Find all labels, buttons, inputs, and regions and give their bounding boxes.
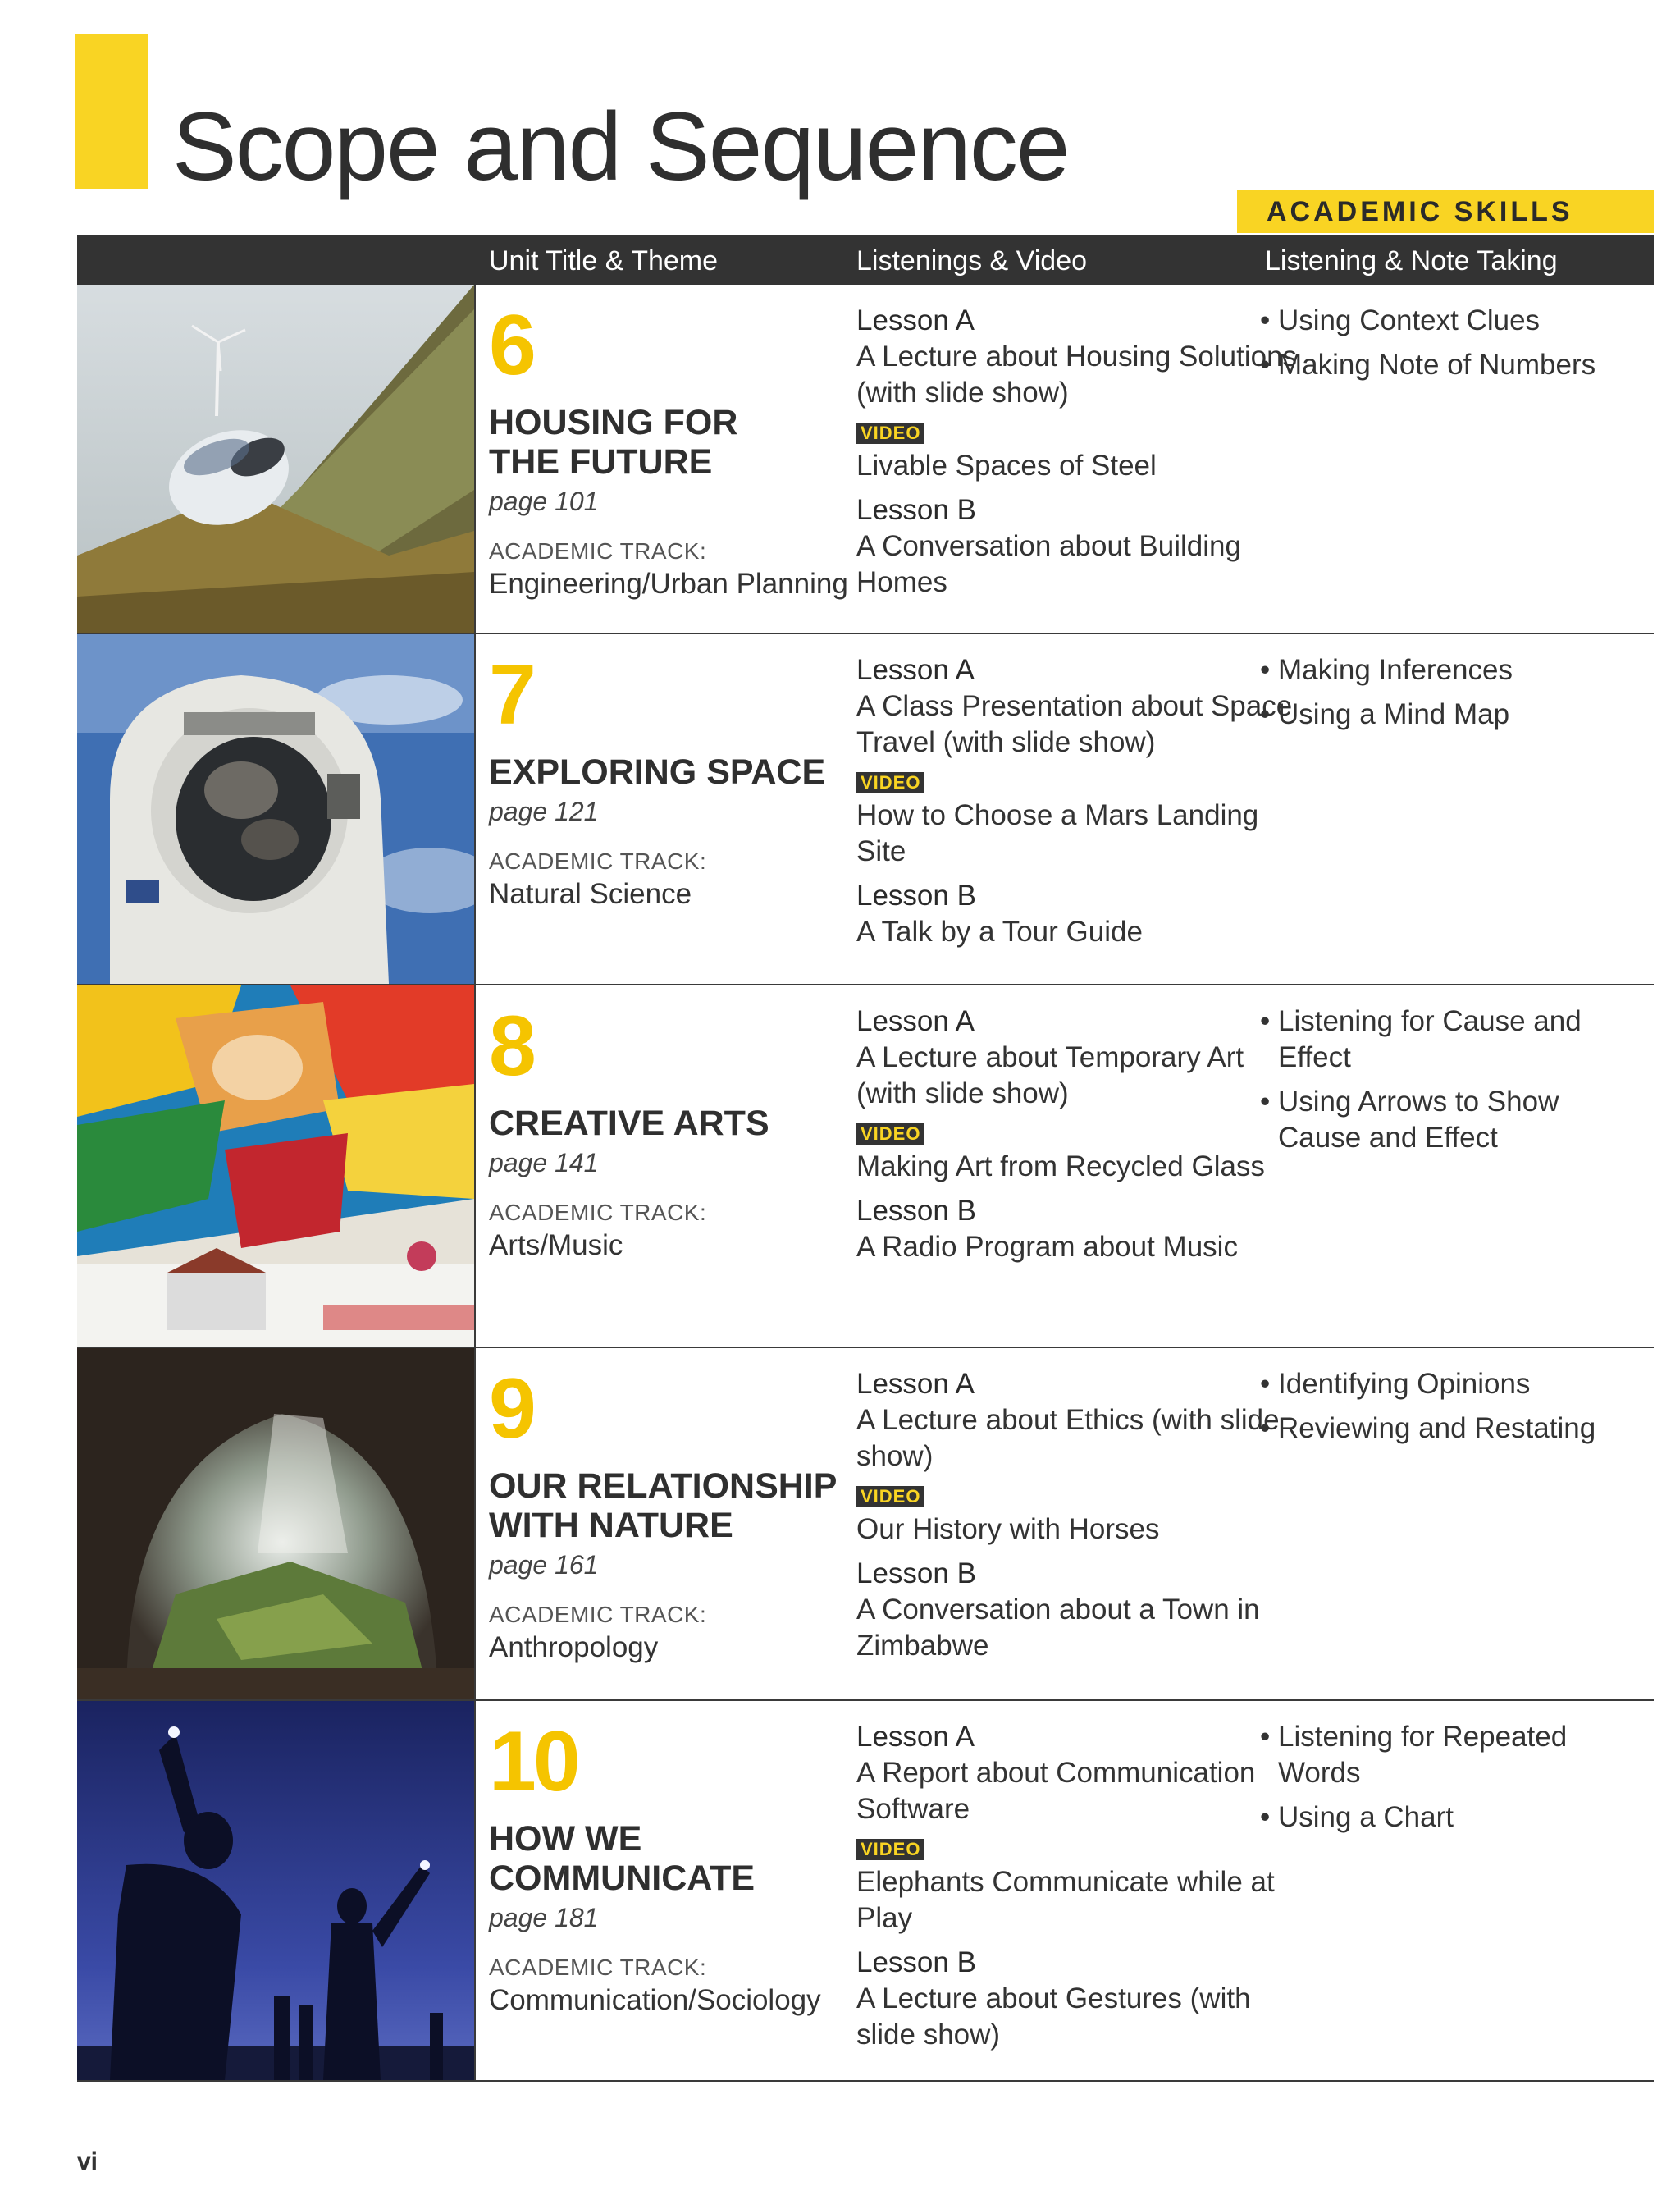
skill-item: • Reviewing and Restating xyxy=(1260,1411,1637,1447)
unit-title xyxy=(489,403,899,482)
academic-track: Arts/Music xyxy=(489,1229,623,1261)
page-title: Scope and Sequence xyxy=(172,93,1069,201)
lesson-a-text: A Class Presentation about Space Travel (with slide show) xyxy=(856,690,1293,758)
skill-item: • Using Context Clues xyxy=(1260,303,1637,339)
unit-page: page 141 xyxy=(489,1148,599,1177)
video-text: How to Choose a Mars Landing Site xyxy=(856,799,1259,867)
unit-row-10 xyxy=(77,1701,1654,2082)
unit-number: 9 xyxy=(489,1361,533,1456)
lesson-b-label: Lesson B xyxy=(856,1557,976,1589)
lesson-a-label: Lesson A xyxy=(856,1005,975,1037)
unit-title-line1: CREATIVE ARTS xyxy=(489,1104,769,1143)
unit-title-line1: HOW WE xyxy=(489,1819,642,1859)
unit-page: page 181 xyxy=(489,1903,599,1932)
skill-item: • Making Note of Numbers xyxy=(1260,347,1637,383)
table-header xyxy=(77,235,1654,285)
lesson-a-text: A Lecture about Temporary Art (with slide show) xyxy=(856,1041,1244,1109)
academic-track: Communication/Sociology xyxy=(489,1984,821,2016)
lesson-b-text: A Conversation about Building Homes xyxy=(856,530,1241,598)
video-text: Our History with Horses xyxy=(856,1513,1160,1545)
unit-number: 6 xyxy=(489,298,533,393)
lesson-b-label: Lesson B xyxy=(856,1195,976,1227)
people-holding-phones-image xyxy=(77,1701,476,2080)
academic-track-label: ACADEMIC TRACK: xyxy=(489,538,707,564)
academic-track: Anthropology xyxy=(489,1631,659,1663)
lesson-b-label: Lesson B xyxy=(856,880,976,912)
unit-number: 10 xyxy=(489,1714,578,1809)
unit-number: 8 xyxy=(489,999,533,1094)
skill-item: • Making Inferences xyxy=(1260,652,1637,688)
skill-item: • Listening for Cause and Effect xyxy=(1260,1004,1637,1076)
video-badge: VIDEO xyxy=(856,1123,924,1145)
unit-title-line1: OUR RELATIONSHIP xyxy=(489,1466,838,1506)
academic-skills-banner: ACADEMIC SKILLS xyxy=(1237,190,1654,233)
col-header-unit-title: Unit Title & Theme xyxy=(489,245,719,277)
video-badge: VIDEO xyxy=(856,1486,924,1507)
lesson-a-text: A Lecture about Ethics (with slide show) xyxy=(856,1404,1280,1472)
skill-item: • Using Arrows to Show Cause and Effect xyxy=(1260,1084,1637,1156)
video-text: Elephants Communicate while at Play xyxy=(856,1866,1275,1934)
title-accent-bar xyxy=(75,34,148,189)
unit-row-7 xyxy=(77,634,1654,985)
unit-page: page 121 xyxy=(489,797,599,826)
lesson-a-label: Lesson A xyxy=(856,1721,975,1753)
video-text: Livable Spaces of Steel xyxy=(856,450,1157,482)
video-badge: VIDEO xyxy=(856,772,924,793)
festival-float-art-image xyxy=(77,985,476,1347)
unit-title-line1: EXPLORING SPACE xyxy=(489,752,826,792)
video-badge: VIDEO xyxy=(856,423,924,444)
page-folio: vi xyxy=(77,2148,98,2175)
unit-page: page 161 xyxy=(489,1550,599,1580)
lesson-a-text: A Lecture about Housing Solutions (with slide show) xyxy=(856,341,1298,409)
academic-track: Engineering/Urban Planning xyxy=(489,568,848,600)
skill-item: • Listening for Repeated Words xyxy=(1260,1719,1637,1791)
lesson-b-label: Lesson B xyxy=(856,494,976,526)
skill-item: • Using a Chart xyxy=(1260,1799,1637,1836)
unit-title-line2: COMMUNICATE xyxy=(489,1859,756,1898)
unit-number: 7 xyxy=(489,647,533,743)
unit-page: page 101 xyxy=(489,487,599,516)
unit-title-line2: WITH NATURE xyxy=(489,1506,733,1545)
unit-title xyxy=(489,1466,899,1545)
academic-track-label: ACADEMIC TRACK: xyxy=(489,1602,707,1627)
col-header-note-taking: Listening & Note Taking xyxy=(1265,245,1558,277)
unit-row-8 xyxy=(77,985,1654,1348)
lesson-a-text: A Report about Communication Software xyxy=(856,1757,1256,1825)
unit-title-line2: THE FUTURE xyxy=(489,442,713,482)
col-header-listenings: Listenings & Video xyxy=(856,245,1088,277)
video-badge: VIDEO xyxy=(856,1839,924,1860)
skill-item: • Using a Mind Map xyxy=(1260,697,1637,733)
unit-title xyxy=(489,1819,899,1898)
lesson-a-label: Lesson A xyxy=(856,304,975,336)
unit-row-6 xyxy=(77,285,1654,634)
lesson-b-text: A Talk by a Tour Guide xyxy=(856,916,1143,948)
astronaut-image xyxy=(77,634,476,984)
unit-title xyxy=(489,1104,899,1143)
cave-image xyxy=(77,1348,476,1699)
lesson-a-label: Lesson A xyxy=(856,654,975,686)
skill-item: • Identifying Opinions xyxy=(1260,1366,1637,1402)
academic-track-label: ACADEMIC TRACK: xyxy=(489,1200,707,1225)
academic-track-label: ACADEMIC TRACK: xyxy=(489,848,707,874)
lesson-b-text: A Lecture about Gestures (with slide show) xyxy=(856,1982,1251,2051)
academic-track: Natural Science xyxy=(489,878,692,910)
video-text: Making Art from Recycled Glass xyxy=(856,1150,1265,1182)
unit-title-line1: HOUSING FOR xyxy=(489,403,738,442)
academic-track-label: ACADEMIC TRACK: xyxy=(489,1955,707,1980)
lesson-a-label: Lesson A xyxy=(856,1368,975,1400)
lesson-b-text: A Radio Program about Music xyxy=(856,1231,1238,1263)
lesson-b-text: A Conversation about a Town in Zimbabwe xyxy=(856,1594,1260,1662)
unit-title xyxy=(489,752,899,792)
unit-row-9 xyxy=(77,1348,1654,1701)
lesson-b-label: Lesson B xyxy=(856,1946,976,1978)
pod-house-on-mountain-image xyxy=(77,285,476,633)
